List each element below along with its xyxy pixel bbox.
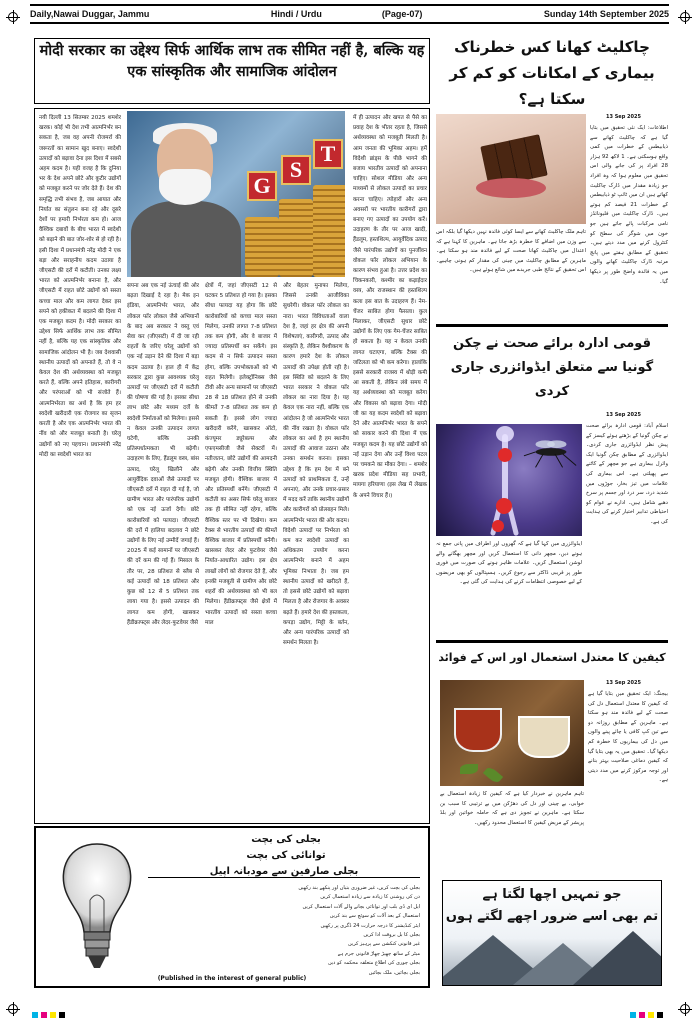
story-chikungunya-title: قومی ادارہ برائے صحت نے چکن گونیا سے متعلق ایڈوائزری جاری کردی (450, 336, 654, 399)
registration-mark-top-right (680, 12, 690, 22)
story-caffeine-date: 13 Sep 2025 (606, 680, 641, 686)
photo-coin-stack-1 (245, 217, 279, 277)
electricity-saving-ad (34, 826, 430, 988)
tea-leaf-image (460, 764, 478, 774)
story-caffeine-photo (440, 680, 584, 786)
masthead-date: Sunday 14th September 2025 (543, 9, 669, 19)
skeleton-skull (496, 426, 514, 442)
story-chocolate (436, 30, 668, 285)
story-chocolate-text-right: اطلاعات: ایک نئی تحقیق میں بتایا گیا ہے کہ چاکلیٹ کھانے سے ذیابیطس کے خطرات میں کمی واقع ہوسکتی ہے۔ 1 لاکھ 92 ہزار 28 افراد پر کی جانے والی اس تحقیق میں معلوم ہوا کہ وہ افراد جو زیادہ مقدار میں ڈارک چاکلیٹ کھاتے ہیں ان میں ٹائپ ٹو ذیابیطس کے خطرات 21 فیصد کم ہوتے ہیں۔ ڈارک چاکلیٹ میں فلیونائڈز نامی مرکبات پائے جاتے ہیں جو خون میں شوگر کی سطح کو کنٹرول کرنے میں مدد دیتے ہیں۔ تحقیق کے مطابق ہفتے میں پانچ مرتبہ ڈارک چاکلیٹ کھانے والوں میں یہ فائدہ واضح طور پر دیکھا گیا۔ (590, 125, 668, 285)
story-chocolate-text-below: تاہم ملک چاکلیٹ کھانے سے ایسا کوئی فائدہ نہیں دیکھا گیا بلکہ اس سے وزن میں اضافے کا خطرہ بڑھ جاتا ہے۔ ماہرین کا کہنا ہے کہ اعتدال میں چاکلیٹ کھانا صحت کے لیے فائدہ مند ہو سکتا ہے۔ ماہرین کے مطابق چاکلیٹ میں چینی کی مقدار کم ہونی چاہیے۔ اس تحقیق کے نتائج طبی جریدے میں شائع ہوئے ہیں۔ (436, 229, 586, 274)
story-chocolate-photo (436, 114, 586, 224)
skeleton-spine (502, 434, 508, 504)
ad-bullet: بجلی بچائیں، ملک بچائیں (368, 969, 420, 976)
ad-heading-3: بجلی صارفین سے مودبانہ اپیل (148, 866, 420, 878)
lips-image (476, 178, 546, 198)
photo-gst-letter-s: S (281, 155, 311, 185)
registration-mark-bottom-left (8, 1004, 18, 1014)
ad-bullet: بجلی چوری کی اطلاع متعلقہ محکمہ کو دیں (327, 960, 420, 967)
section-divider (436, 640, 668, 643)
registration-mark-bottom-right (680, 1004, 690, 1014)
coffee-cup-image (518, 716, 570, 758)
article-column-2: सपना अब एक नई ऊंचाई की ओर बढ़ता दिखाई दे रहा है। मेक इन इंडिया, आत्मनिर्भर भारत, और लोकल फॉर लोकल जैसे अभियानों के बाद अब सरकार ने वस्तु एवं सेवा कर (जीएसटी) में दी जा रही राहतों के जरिए घरेलू उद्योगों को एक नई उड़ान देने की दिशा में बड़ा कदम उठाया है। हाल ही में केंद्र सरकार द्वारा कुछ आवश्यक घरेलू उत्पादों पर जीएसटी दरों में कटौती की घोषणा की गई है। इसका सीधा लाभ छोटे और मध्यम दर्जे के स्वदेशी निर्माताओं को मिलेगा। इससे न केवल उनकी उत्पादन लागत घटेगी, बल्कि उनकी प्रतिस्पर्धात्मकता भी बढ़ेगी। उदाहरण के लिए, हैंडलूम वस्त्र, बांस उत्पाद, घरेलू खिलौने और आयुर्वेदिक दवाओं जैसे उत्पादों पर जीएसटी दरों में राहत दी गई है, जो ग्रामीण भारत और पारंपरिक उद्योगों को एक नई ऊर्जा देगी। छोटे कारोबारियों को फायदा। जीएसटी की दरों में हालिया बदलाव ने छोटे उद्योगों के लिए नई उम्मीदें जगाई हैं। 2025 में कई सामानों पर जीएसटी की दरें कम की गई हैं। मिसाल के तौर पर, 28 प्रतिशत से स्लैब से कई उत्पादों को 18 प्रतिशत और कुछ को 12 से 5 प्रतिशत तक लाया गया है। इससे उत्पादन की लागत कम होगी, खासकर हैंडीक्राफ्ट्स और लेदर-फुटवेयर जैसे (127, 283, 199, 626)
joint-pain-marker (498, 448, 512, 462)
tea-leaf-image (483, 765, 503, 784)
story-chikungunya-photo (436, 424, 582, 536)
ad-heading-1: بجلی کی بچت (251, 834, 321, 845)
light-bulb-icon (56, 840, 138, 980)
story-caffeine-text-right: بیجنگ: ایک تحقیق میں بتایا گیا ہے کہ کیفین کا معتدل استعمال دل کی صحت کے لیے فائدہ مند ہو سکتا ہے۔ ماہرین کے مطابق روزانہ دو سے تین کپ کافی یا چائے پینے والوں میں دل کی بیماریوں کا خطرہ کم دیکھا گیا۔ تحقیق میں یہ بھی بتایا گیا کہ کیفین دماغی صلاحیت بہتر بنانے اور توجہ مرکوز کرنے میں مدد دیتی ہے۔ (588, 691, 668, 784)
section-divider (436, 324, 668, 327)
ad-public-interest-footer: (Published in the interest of general public) (157, 975, 307, 982)
joint-pain-marker (496, 498, 512, 514)
masthead-page-number: (Page-07) (381, 9, 423, 19)
story-caffeine (436, 644, 668, 826)
story-chikungunya-date: 13 Sep 2025 (606, 412, 641, 418)
color-bar-left (32, 1012, 65, 1018)
ad-bullet: ایل ای ڈی بلب اور توانائی بچانے والے آلات استعمال کریں (302, 903, 420, 910)
story-caffeine-text-below: تاہم ماہرین نے خبردار کیا ہے کہ کیفین کا زیادہ استعمال بے خوابی، بے چینی اور دل کی دھڑکن میں بے ترتیبی کا سبب بن سکتا ہے۔ ماہرین نے تجویز دی ہے کہ حاملہ خواتین اور بلڈ پریشر کے مریض کیفین کا استعمال محدود رکھیں۔ (440, 791, 584, 826)
article-column-3: क्षेत्रों में, जहां जीएसटी 12 से घटकर 5 प्रतिशत हो गया है। इसका सीधा फायदा यह होगा कि छोटे कारोबारियों को कच्चा माल सस्ता मिलेगा, उनकी लागत 7-8 प्रतिशत तक कम होगी, और वे बाजार में ज्यादा प्रतिस्पर्धी बन सकेंगे। इस कदम से न सिर्फ उत्पादन सस्ता होगा, बल्कि उपभोक्ताओं को भी राहत मिलेगी। इलेक्ट्रॉनिक्स जैसे टीवी और अन्य सामानों पर जीएसटी 28 से 18 प्रतिशत होने से उनकी कीमतें 7-8 प्रतिशत तक कम हो सकती हैं। इससे लोग ज्यादा खरीदारी करेंगे, खासकर ऑटो, कंज्यूमर ड्यूरेबल्स और एफएमसीजी जैसे सेक्टरों में। नतीजतन, छोटे उद्योगों की आमदनी बढ़ेगी और उनकी वित्तीय स्थिति मजबूत होगी। वैश्विक बाजार में और प्रतिस्पर्धी बनेंगे। जीएसटी में कटौती का असर सिर्फ घरेलू बाजार तक ही सीमित नहीं रहेगा, बल्कि वैश्विक स्तर पर भी दिखेगा। कम टैक्स से भारतीय उत्पादों की कीमतें वैश्विक बाजार में प्रतिस्पर्धी बनेंगी। खासकर लेदर और फुटवेयर जैसे निर्यात-आधारित उद्योग। इस क्षेत्र लाखों लोगों को रोजगार देते हैं, और इनकी मजबूती से ग्रामीण और छोटे शहरों की अर्थव्यवस्था को भी बल मिलेगा। हैंडीक्राफ्ट्स जैसे क्षेत्रों में भारतीय उत्पादों को सस्ता कच्चा माल (205, 283, 277, 626)
story-chocolate-date: 13 Sep 2025 (606, 114, 641, 120)
mosquito-icon (522, 430, 580, 470)
story-chikungunya-text-right: اسلام آباد: قومی ادارہ برائے صحت نے چکن گونیا کے بڑھتے ہوئے کیسز کے پیش نظر ایڈوائزری جاری کردی۔ ایڈوائزری کے مطابق چکن گونیا ایک وائرل بیماری ہے جو مچھر کے کاٹنے سے پھیلتی ہے۔ اس بیماری کی علامات میں تیز بخار، جوڑوں میں شدید درد، سر درد اور جسم پر سرخ دھبے شامل ہیں۔ ادارے نے عوام کو احتیاطی تدابیر اختیار کرنے کی ہدایت کی ہے۔ (586, 423, 668, 525)
story-chocolate-title: چاکلیٹ کھانا کس خطرناک بیماری کے امکانات کو کم کر سکتا ہے؟ (449, 38, 655, 108)
photo-figure-body (131, 201, 241, 277)
photo-figure-beard (159, 169, 211, 205)
photo-coin-stack-2 (279, 199, 313, 277)
ad-bullet: میٹر کے ساتھ چھیڑ چھاڑ قانونی جرم ہے (337, 950, 420, 957)
article-column-5: में ही उत्पादन और खपत से पैसे का प्रवाह देश के भीतर रहता है, जिससे अर्थव्यवस्था को मजबूती मिलती है। आम जनता की भूमिका अहम। हमें विदेशी ब्रांड्स के पीछे भागने की बजाय भारतीय उत्पादों को अपनाना चाहिए। सोशल मीडिया और अन्य माध्यमों से लोकल उत्पादों का प्रचार करना चाहिए। त्योहारों और अन्य अवसरों पर भारतीय कारीगरों द्वारा बनाए गए उत्पादों का उपयोग करें। उदाहरण के तौर पर आज खादी, हैंडलूम, हस्तशिल्प, आयुर्वेदिक उत्पाद जैसे पारंपरिक उद्योगों का पुनर्जीवन वोकल फॉर लोकल अभियान के कारण संभव हुआ है। उत्तर प्रदेश का चिकनकारी, कश्मीर का कढ़ाईदार वस्त्र, और राजस्थान की हस्तशिल्प कला इस बात के उदाहरण हैं। नेम-चेंजर साबित होगा फैसला। कुल मिलाकर, जीएसटी सुधार छोटे उद्योगों के लिए एक गेम-चेंजर साबित हो सकता है। यह न केवल उनकी लागत घटाएगा, बल्कि टैक्स की जटिलता को भी कम करेगा। हालांकि इससे सरकारी राजस्व में थोड़ी कमी आ सकती है, लेकिन लंबे समय में यह अर्थव्यवस्था को मजबूत करेगा और विकास को बढ़ावा देगा। मोदी जी का यह कदम स्वदेशी को बढ़ावा देने और आत्मनिर्भर भारत के सपने को साकार करने की दिशा में एक मजबूत कदम है। यह छोटे उद्योगों को नई उड़ान देगा और उन्हें विश्व पटल पर चमकने का मौका देगा। – शमशेर खरक प्रदेश मीडिया सह प्रभारी, मायगा हरियाणा (इस लेख में लेखक के अपने विचार हैं।) (353, 115, 427, 499)
masthead-paper-name: Daily,Nawai Duggar, Jammu (30, 9, 150, 19)
story-caffeine-title: کیفین کا معتدل استعمال اور اس کے فوائد (438, 651, 666, 664)
ad-heading-2: توانائی کی بچت (246, 850, 326, 861)
mountain-peak (573, 931, 662, 985)
photo-gst-letter-t: T (313, 139, 343, 169)
article-photo-gst (127, 111, 345, 277)
photo-gst-letter-g: G (247, 171, 277, 201)
ad-bullet: ایئر کنڈیشنر کا درجہ حرارت 24 ڈگری پر رکھیں (320, 922, 420, 929)
article-column-4: और बेहतर मुनाफा मिलेगा, जिससे उनकी आजीविका सुधरेगी। वोकल फॉर लोकल का नारा। भारत विविधताओं वाला देश है, जहां हर क्षेत्र की अपनी विशेषताएं, कारीगरी, उत्पाद और संस्कृति है, लेकिन वैश्वीकरण के कारण हमारे देश के लोकल उत्पादों की उपेक्षा होती रही है। इस स्थिति को बदलने के लिए भारत सरकार ने वोकल फॉर लोकल का नारा दिया है। यह केवल एक नारा नहीं, बल्कि एक आंदोलन है जो आत्मनिर्भर भारत की नींव रखता है। वोकल फॉर लोकल का अर्थ है हम स्थानीय उत्पादों की आवाज उठाना और उनका समर्थन करना। इसका उद्देश्य है कि हम देश में बने उत्पादों को प्राथमिकता दें, उन्हें अपनाएं, और उनके प्रचार-प्रसार में मदद करें ताकि स्थानीय उद्योगों और कारीगरों को प्रोत्साहन मिले। आत्मनिर्भर भारत की ओर कदम। विदेशी उत्पादों पर निर्भरता को कम कर स्वदेशी उत्पादों का अधिकतम उपयोग करना आत्मनिर्भर बनाने में अहम भूमिका निभाता है। जब हम स्थानीय उत्पादों को खरीदते हैं, तो इससे छोटे उद्योगों को बढ़ावा मिलता है और रोजगार के अवसर बढ़ते हैं। हमारे देश की हस्तकला, कपड़ा उद्योग, मिट्टी के बर्तन, और अन्य पारंपरिक उत्पादों को समर्थन मिलता है। (283, 283, 349, 647)
story-chikungunya-text-below: ایڈوائزری میں کہا گیا ہے کہ گھروں اور اطراف میں پانی جمع نہ ہونے دیں، مچھر دانی کا استعمال کریں اور مچھر بھگانے والے لوشن استعمال کریں۔ علامات ظاہر ہونے کی صورت میں فوری طور پر قریبی ڈاکٹر سے رجوع کریں۔ ہسپتالوں کو بھی مریضوں کے لیے خصوصی انتظامات کرنے کی ہدایت کی گئی ہے۔ (436, 541, 582, 586)
masthead (30, 4, 669, 24)
masthead-language: Hindi / Urdu (270, 9, 322, 19)
main-article (34, 108, 430, 824)
article-column-1: नयी दिल्ली 13 सितम्बर 2025 शमशेर खरक। कोई भी देश तभी आत्मनिर्भर बन सकता है, जब वह अपनी रोजमर्रा की जरूरतों का सामान खुद बनाए। स्वदेशी उत्पादों को बढ़ावा देना इस दिशा में सबसे अहम कदम है। यही वजह है कि दुनिया भर के देश अपने छोटे और कुटीर उद्योगों को मजबूत करने पर जोर देते हैं। देश की समृद्धि तभी संभव है, जब आयात और निर्यात का संतुलन बना रहे और दूसरे देशों पर हमारी निर्भरता कम हो। आज वैश्विक दबावों के बीच भारत में स्वदेशी को बढ़ाने की बात जोर-शोर से हो रही है। इसी दिशा में प्रधानमंत्री नरेंद्र मोदी ने एक बड़ा और सराहनीय कदम उठाया है जीएसटी की दरों में कटौती। उनका लक्ष्य भारत को आत्मनिर्भर बनाना है, और जीएसटी में राहत छोटे उद्योगों को सस्ता कच्चा माल और कम लागत देकर इस सपने को हकीकत में बदलने की दिशा में एक मजबूत कदम है। मोदी सरकार का उद्देश्य सिर्फ आर्थिक लाभ तक सीमित नहीं है, बल्कि यह एक सांस्कृतिक और सामाजिक आंदोलन भी है। जब देशवासी स्थानीय उत्पादों को अपनाते हैं, तो वे न केवल देश की अर्थव्यवस्था को मजबूत करते हैं, बल्कि अपने इतिहास, कारीगरी और परंपराओं को भी संजोते हैं। आत्मनिर्भरता का अर्थ है कि हम हर स्वदेशी खरीदारी एक रोजगार का सृजन करती है और एक आत्मनिर्भर भारत की नींव को और मजबूत बनाती है। घरेलू उद्योगों को नए पहचान। प्रधानमंत्री नरेंद्र मोदी का स्वदेशी भारत का (39, 115, 121, 458)
ad-bullet: دن کی روشنی کا زیادہ سے زیادہ استعمال کریں (320, 894, 420, 901)
color-bar-right (630, 1012, 663, 1018)
registration-mark-top-left (8, 12, 18, 22)
joint-pain-marker (492, 520, 504, 532)
ad-bullet: بجلی کی بچت کریں، غیر ضروری بتیاں اور پنکھے بند رکھیں (298, 885, 420, 891)
quote-ad-line-1: جو تمہیں اچھا لگتا ہے (482, 887, 622, 902)
main-headline: मोदी सरकार का उद्देश्य सिर्फ आर्थिक लाभ तक सीमित नहीं है, बल्कि यह एक सांस्कृतिक और सामाजिक आंदोलन (34, 38, 430, 104)
quote-ad-line-2: تم بھی اسے ضرور اچھے لگتے ہوں (445, 909, 659, 924)
tea-cup-image (454, 708, 502, 752)
story-chikungunya (436, 330, 668, 586)
photo-coin-stack-3 (313, 185, 345, 277)
ad-bullet: غیر قانونی کنکشن سے پرہیز کریں (348, 941, 420, 948)
ad-bullet-list (148, 884, 420, 978)
ad-bullet: بجلی کا بل بروقت ادا کریں (363, 932, 420, 939)
ad-bullet: استعمال کے بعد آلات کو سوئچ سے بند کریں (329, 913, 420, 920)
quote-mountain-ad (442, 880, 662, 986)
